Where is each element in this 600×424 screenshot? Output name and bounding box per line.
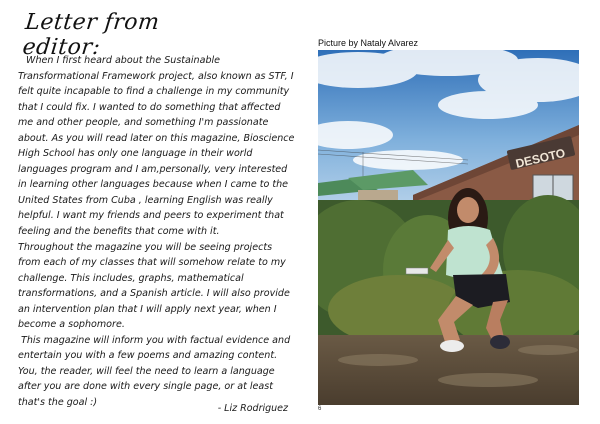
letter-paragraph: When I first heard about the Sustainable Transformational Framework project, also known as STF, I felt quite incapable to find a challenge in my community that I could fix. I wanted to do something that affected me and other people, and something I'm passionate about. As you will read later on this magazine, Bioscience High School has only one language in their world languages program and I am,personally, very interested in learning other languages because when I came to the United States from Cuba , learning English was really helpful. I want my friends and peers to experiment that feeling and the benefits that come with it.	[18, 55, 295, 238]
page-number: 6	[318, 406, 322, 412]
building-sign: DESOTO	[514, 145, 567, 171]
letter-title: Letter from editor:	[21, 10, 161, 60]
letter-body	[18, 53, 295, 411]
photo	[318, 50, 579, 405]
letter-paragraph: This magazine will inform you with factual evidence and entertain you with a few poems and amazing content. You, the reader, will feel the need to learn a language after you are done with every single page, or at least that's the goal :)	[18, 334, 291, 409]
letter-paragraph: Throughout the magazine you will be seeing projects from each of my classes that will somehow relate to my challenge. This includes, graphs, mathematical transformations, and a Spanish article. I will also provide an intervention plan that I will apply next year, when I become a sophomore.	[18, 241, 290, 331]
photo-caption: Picture by Nataly Alvarez	[318, 38, 419, 48]
signature: - Liz Rodriguez	[217, 403, 288, 414]
